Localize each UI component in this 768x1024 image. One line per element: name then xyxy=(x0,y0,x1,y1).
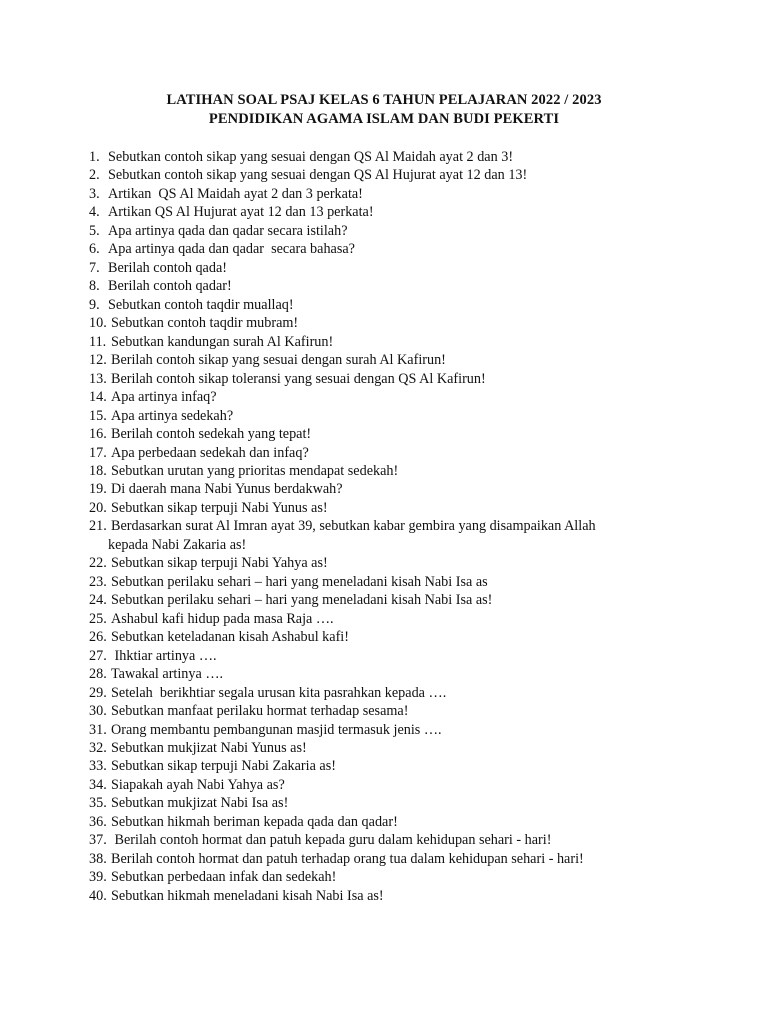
question-text: Di daerah mana Nabi Yunus berdakwah? xyxy=(111,481,343,498)
question-item xyxy=(89,628,689,646)
question-text: Berilah contoh sikap yang sesuai dengan surah Al Kafirun! xyxy=(111,352,446,369)
question-text-continuation: kepada Nabi Zakaria as! xyxy=(108,536,247,553)
question-text: Apa artinya infaq? xyxy=(111,389,217,406)
question-item xyxy=(89,517,689,535)
question-text: Sebutkan mukjizat Nabi Isa as! xyxy=(111,795,289,812)
question-number: 34. xyxy=(89,776,107,793)
question-text: Sebutkan sikap terpuji Nabi Yahya as! xyxy=(111,555,328,572)
question-item xyxy=(89,757,689,775)
question-number: 17. xyxy=(89,444,107,461)
question-item xyxy=(89,425,689,443)
question-item xyxy=(89,868,689,886)
question-text: Ashabul kafi hidup pada masa Raja …. xyxy=(111,610,334,627)
question-number: 16. xyxy=(89,426,107,443)
question-text: Sebutkan contoh taqdir mubram! xyxy=(111,315,299,332)
question-item xyxy=(89,296,689,314)
question-number: 28. xyxy=(89,666,107,683)
question-item xyxy=(89,850,689,868)
question-item xyxy=(89,721,689,739)
question-item xyxy=(89,776,689,794)
question-item xyxy=(89,665,689,683)
question-text: Apa artinya sedekah? xyxy=(111,407,234,424)
question-number: 19. xyxy=(89,481,107,498)
question-number: 27. xyxy=(89,647,107,664)
question-text: Berdasarkan surat Al Imran ayat 39, sebutkan kabar gembira yang disampaikan Allah xyxy=(111,518,596,535)
question-item xyxy=(89,166,689,184)
question-text: Apa artinya qada dan qadar secara istilah? xyxy=(108,222,348,239)
question-text: Sebutkan kandungan surah Al Kafirun! xyxy=(111,333,334,350)
question-number: 33. xyxy=(89,758,107,775)
question-item xyxy=(89,647,689,665)
question-item xyxy=(89,222,689,240)
question-item xyxy=(89,591,689,609)
question-number: 15. xyxy=(89,407,107,424)
question-item xyxy=(89,480,689,498)
question-item xyxy=(89,684,689,702)
question-number: 26. xyxy=(89,629,107,646)
question-text: Siapakah ayah Nabi Yahya as? xyxy=(111,776,285,793)
question-item xyxy=(89,370,689,388)
question-item xyxy=(89,185,689,203)
question-item xyxy=(89,444,689,462)
question-number: 18. xyxy=(89,462,107,479)
question-item xyxy=(89,554,689,572)
question-number: 36. xyxy=(89,813,107,830)
question-number: 5. xyxy=(89,222,100,239)
question-number: 11. xyxy=(89,333,107,350)
question-number: 39. xyxy=(89,869,107,886)
question-text: Sebutkan sikap terpuji Nabi Yunus as! xyxy=(111,499,328,516)
question-number: 13. xyxy=(89,370,107,387)
question-number: 40. xyxy=(89,887,107,904)
question-number: 4. xyxy=(89,204,100,221)
question-number: 14. xyxy=(89,389,107,406)
question-text: Berilah contoh qadar! xyxy=(108,278,232,295)
question-number: 22. xyxy=(89,555,107,572)
question-number: 32. xyxy=(89,740,107,756)
question-text: Sebutkan contoh taqdir muallaq! xyxy=(108,296,294,313)
question-text: Setelah berikhtiar segala urusan kita pasrahkan kepada …. xyxy=(111,684,447,701)
question-text: Sebutkan perilaku sehari – hari yang meneladani kisah Nabi Isa as xyxy=(111,573,488,590)
question-number: 20. xyxy=(89,499,107,516)
question-number: 23. xyxy=(89,573,107,590)
question-number: 31. xyxy=(89,721,107,738)
question-text: Berilah contoh sedekah yang tepat! xyxy=(111,426,312,443)
question-item xyxy=(89,610,689,628)
question-number: 30. xyxy=(89,703,107,720)
question-text: Sebutkan perbedaan infak dan sedekah! xyxy=(111,869,337,886)
question-number: 29. xyxy=(89,684,107,701)
question-number: 9. xyxy=(89,296,100,313)
question-text: Sebutkan contoh sikap yang sesuai dengan QS Al Maidah ayat 2 dan 3! xyxy=(108,149,514,165)
question-text: Sebutkan mukjizat Nabi Yunus as! xyxy=(111,740,307,756)
question-number: 7. xyxy=(89,259,100,276)
question-number: 3. xyxy=(89,185,100,202)
question-item xyxy=(89,351,689,369)
question-item xyxy=(89,887,689,905)
question-text: Sebutkan hikmah meneladani kisah Nabi Isa as! xyxy=(111,887,384,904)
question-item xyxy=(89,388,689,406)
question-text: Sebutkan hikmah beriman kepada qada dan qadar! xyxy=(111,813,398,830)
question-item xyxy=(89,831,689,849)
question-item xyxy=(89,702,689,720)
question-item xyxy=(89,333,689,351)
question-item xyxy=(89,240,689,258)
question-text: Tawakal artinya …. xyxy=(111,666,224,683)
question-number: 2. xyxy=(89,167,100,184)
question-text: Berilah contoh qada! xyxy=(108,259,227,276)
question-number: 35. xyxy=(89,795,107,812)
question-text: Ihktiar artinya …. xyxy=(111,647,217,664)
question-text: Apa artinya qada dan qadar secara bahasa? xyxy=(108,241,355,258)
question-text: Sebutkan perilaku sehari – hari yang meneladani kisah Nabi Isa as! xyxy=(111,592,493,609)
document-subtitle: PENDIDIKAN AGAMA ISLAM DAN BUDI PEKERTI xyxy=(208,111,560,127)
question-text: Berilah contoh hormat dan patuh kepada guru dalam kehidupan sehari - hari! xyxy=(111,832,552,849)
question-number: 37. xyxy=(89,832,107,849)
question-text: Apa perbedaan sedekah dan infaq? xyxy=(111,444,309,461)
question-number: 1. xyxy=(89,149,100,165)
question-text: Artikan QS Al Hujurat ayat 12 dan 13 perkata! xyxy=(108,204,374,221)
question-text: Berilah contoh sikap toleransi yang sesuai dengan QS Al Kafirun! xyxy=(111,370,486,387)
question-text: Sebutkan contoh sikap yang sesuai dengan QS Al Hujurat ayat 12 dan 13! xyxy=(108,167,528,184)
question-item xyxy=(89,203,689,221)
question-number: 10. xyxy=(89,315,107,332)
question-text: Berilah contoh hormat dan patuh terhadap orang tua dalam kehidupan sehari - hari! xyxy=(111,850,584,867)
question-item xyxy=(89,794,689,812)
question-number: 24. xyxy=(89,592,107,609)
question-list xyxy=(89,148,689,905)
question-item xyxy=(89,148,689,166)
question-number: 8. xyxy=(89,278,100,295)
question-number: 38. xyxy=(89,850,107,867)
question-text: Artikan QS Al Maidah ayat 2 dan 3 perkata! xyxy=(108,185,363,202)
question-text: Orang membantu pembangunan masjid termasuk jenis …. xyxy=(111,721,442,738)
question-item xyxy=(89,813,689,831)
question-text: Sebutkan keteladanan kisah Ashabul kafi! xyxy=(111,629,349,646)
question-item xyxy=(89,314,689,332)
question-number: 21. xyxy=(89,518,107,535)
question-item xyxy=(89,739,689,757)
question-number: 6. xyxy=(89,241,100,258)
question-item xyxy=(89,573,689,591)
question-item xyxy=(89,259,689,277)
question-text: Sebutkan manfaat perilaku hormat terhadap sesama! xyxy=(111,703,409,720)
question-text: Sebutkan urutan yang prioritas mendapat sedekah! xyxy=(111,462,399,479)
question-item xyxy=(89,462,689,480)
question-item xyxy=(89,277,689,295)
question-item xyxy=(89,407,689,425)
question-number: 25. xyxy=(89,610,107,627)
question-text: Sebutkan sikap terpuji Nabi Zakaria as! xyxy=(111,758,336,775)
document-title: LATIHAN SOAL PSAJ KELAS 6 TAHUN PELAJARAN 2022 / 2023 xyxy=(166,92,602,108)
question-item xyxy=(89,499,689,517)
question-number: 12. xyxy=(89,352,107,369)
